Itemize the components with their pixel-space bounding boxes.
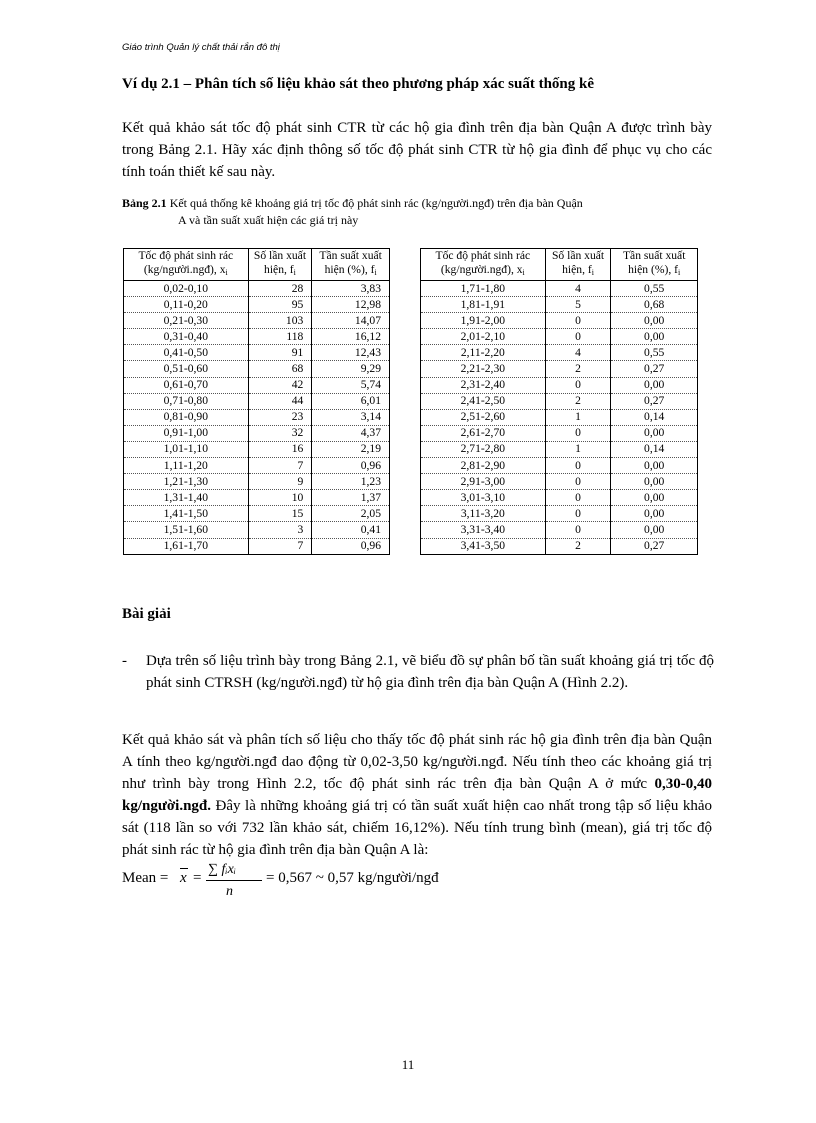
cell-count: 1: [545, 441, 611, 457]
cell-frequency: 0,55: [611, 345, 698, 361]
cell-frequency: 0,00: [611, 458, 698, 474]
bullet-text: Dựa trên số liệu trình bày trong Bảng 2.1, vẽ biểu đồ sự phân bố tần suất khoảng giá trị tốc độ phát sinh CTRSH (kg/người.ngđ) từ hộ gia đình trên địa bàn Quận A (Hình 2.2).: [146, 653, 714, 691]
table-row: [124, 425, 390, 441]
intro-paragraph: Kết quả khảo sát tốc độ phát sinh CTR từ các hộ gia đình trên địa bàn Quận A được trình bày trong Bảng 2.1. Hãy xác định thông số tốc độ phát sinh CTR từ hộ gia đình để phục vụ cho các tính toán thiết kế sau này.: [122, 120, 712, 180]
formula-label: Mean =: [122, 870, 169, 886]
cell-frequency: 0,41: [312, 522, 390, 538]
conclusion-text-1: Kết quả khảo sát và phân tích số liệu cho thấy tốc độ phát sinh rác hộ gia đình trên địa bàn Quận A tính theo kg/người.ngđ dao động từ 0,02-3,50 kg/người.ngđ. Nếu tính theo các khoảng giá trị như trình bày trong Hình 2.2, tốc độ phát sinh rác trên địa bàn Quận A ở mức: [122, 732, 712, 792]
cell-frequency: 0,00: [611, 313, 698, 329]
cell-range: 0,31-0,40: [124, 329, 249, 345]
cell-range: 1,01-1,10: [124, 441, 249, 457]
cell-count: 42: [248, 377, 312, 393]
table-row: [124, 506, 390, 522]
cell-range: 0,61-0,70: [124, 377, 249, 393]
table-row: [124, 458, 390, 474]
cell-frequency: 5,74: [312, 377, 390, 393]
cell-frequency: 0,27: [611, 538, 698, 554]
table-row: [421, 281, 698, 297]
header-count-line2: hiện, f: [264, 263, 294, 276]
header-rate-line1: Tốc độ phát sinh rác: [435, 249, 531, 262]
solution-title: Bài giải: [122, 606, 171, 622]
table-row: [124, 538, 390, 554]
cell-range: 0,11-0,20: [124, 297, 249, 313]
header-count-sub: i: [293, 268, 296, 277]
cell-frequency: 4,37: [312, 425, 390, 441]
cell-frequency: 0,27: [611, 361, 698, 377]
cell-frequency: 2,19: [312, 441, 390, 457]
bullet-dash: -: [122, 653, 127, 669]
cell-count: 4: [545, 281, 611, 297]
cell-frequency: 0,00: [611, 377, 698, 393]
cell-count: 4: [545, 345, 611, 361]
table-caption: [122, 195, 714, 229]
cell-frequency: 6,01: [312, 393, 390, 409]
cell-frequency: 0,00: [611, 329, 698, 345]
cell-frequency: 0,96: [312, 538, 390, 554]
cell-range: 1,51-1,60: [124, 522, 249, 538]
header-count-line1: Số lần xuất: [551, 249, 605, 262]
cell-count: 7: [248, 538, 312, 554]
cell-count: 16: [248, 441, 312, 457]
cell-range: 0,21-0,30: [124, 313, 249, 329]
cell-range: 0,81-0,90: [124, 409, 249, 425]
header-frequency: [611, 249, 698, 281]
table-row: [421, 361, 698, 377]
cell-frequency: 0,55: [611, 281, 698, 297]
cell-range: 0,02-0,10: [124, 281, 249, 297]
header-rate-line2: (kg/người.ngđ), x: [143, 263, 226, 276]
cell-frequency: 14,07: [312, 313, 390, 329]
cell-range: 1,61-1,70: [124, 538, 249, 554]
cell-frequency: 16,12: [312, 329, 390, 345]
cell-count: 91: [248, 345, 312, 361]
cell-range: 1,11-1,20: [124, 458, 249, 474]
table-row: [124, 281, 390, 297]
frequency-table-left: [123, 248, 390, 555]
cell-frequency: 0,00: [611, 522, 698, 538]
table-caption-line2: A và tần suất xuất hiện các giá trị này: [178, 213, 359, 227]
cell-frequency: 0,14: [611, 409, 698, 425]
cell-count: 0: [545, 522, 611, 538]
cell-count: 1: [545, 409, 611, 425]
table-row: [421, 458, 698, 474]
bullet-item: [122, 650, 714, 694]
cell-range: 2,81-2,90: [421, 458, 546, 474]
table-row: [421, 377, 698, 393]
cell-range: 2,51-2,60: [421, 409, 546, 425]
cell-range: 1,91-2,00: [421, 313, 546, 329]
table-row: [124, 409, 390, 425]
table-row: [421, 538, 698, 554]
cell-count: 118: [248, 329, 312, 345]
header-rate-sub: i: [225, 268, 228, 277]
conclusion-text-2: Đây là những khoảng giá trị có tần suất xuất hiện cao nhất trong tập số liệu khảo sát (118 lần so với 732 lần khảo sát, chiếm 16,12%). Nếu tính trung bình (mean), giá trị tốc độ phát sinh rác từ hộ gia đình trên địa bàn Quận A là:: [122, 798, 712, 858]
header-count-line1: Số lần xuất: [253, 249, 307, 262]
cell-count: 0: [545, 506, 611, 522]
cell-count: 68: [248, 361, 312, 377]
table-header-row: [421, 249, 698, 281]
table-row: [421, 474, 698, 490]
cell-range: 2,11-2,20: [421, 345, 546, 361]
cell-range: 3,31-3,40: [421, 522, 546, 538]
running-header: Giáo trình Quản lý chất thải rắn đô thị: [122, 42, 280, 53]
mean-formula: [122, 862, 542, 912]
cell-frequency: 1,37: [312, 490, 390, 506]
table-row: [421, 329, 698, 345]
cell-range: 2,71-2,80: [421, 441, 546, 457]
cell-frequency: 9,29: [312, 361, 390, 377]
table-row: [124, 474, 390, 490]
cell-frequency: 12,43: [312, 345, 390, 361]
cell-frequency: 3,14: [312, 409, 390, 425]
cell-range: 1,21-1,30: [124, 474, 249, 490]
cell-count: 0: [545, 377, 611, 393]
header-rate-line1: Tốc độ phát sinh rác: [138, 249, 234, 262]
cell-range: 2,01-2,10: [421, 329, 546, 345]
header-frequency-sub: i: [374, 268, 377, 277]
cell-range: 1,71-1,80: [421, 281, 546, 297]
cell-count: 2: [545, 393, 611, 409]
header-count: [248, 249, 312, 281]
table-row: [124, 441, 390, 457]
cell-range: 0,71-0,80: [124, 393, 249, 409]
cell-frequency: 3,83: [312, 281, 390, 297]
header-frequency-line2: hiện (%), f: [324, 263, 375, 276]
header-frequency-line2: hiện (%), f: [628, 263, 679, 276]
cell-frequency: 0,96: [312, 458, 390, 474]
formula-result: = 0,567 ~ 0,57 kg/người/ngđ: [266, 870, 439, 886]
table-row: [421, 522, 698, 538]
formula-equals: =: [193, 870, 202, 886]
table-row: [124, 329, 390, 345]
header-rate: [421, 249, 546, 281]
cell-count: 0: [545, 458, 611, 474]
cell-range: 0,91-1,00: [124, 425, 249, 441]
cell-count: 32: [248, 425, 312, 441]
cell-count: 9: [248, 474, 312, 490]
cell-count: 7: [248, 458, 312, 474]
cell-range: 3,41-3,50: [421, 538, 546, 554]
cell-count: 2: [545, 538, 611, 554]
cell-count: 95: [248, 297, 312, 313]
cell-count: 0: [545, 490, 611, 506]
cell-count: 44: [248, 393, 312, 409]
cell-count: 10: [248, 490, 312, 506]
cell-range: 1,41-1,50: [124, 506, 249, 522]
xbar-overline: [180, 868, 188, 869]
formula-denominator: n: [226, 884, 233, 899]
cell-frequency: 0,00: [611, 490, 698, 506]
cell-count: 3: [248, 522, 312, 538]
cell-count: 0: [545, 474, 611, 490]
header-rate: [124, 249, 249, 281]
table-row: [421, 297, 698, 313]
header-count-line2: hiện, f: [562, 263, 592, 276]
cell-range: 2,61-2,70: [421, 425, 546, 441]
cell-count: 103: [248, 313, 312, 329]
table-row: [124, 361, 390, 377]
cell-count: 15: [248, 506, 312, 522]
cell-frequency: 2,05: [312, 506, 390, 522]
table-row: [124, 490, 390, 506]
table-caption-label: Bảng 2.1: [122, 196, 167, 210]
table-row: [124, 377, 390, 393]
cell-count: 0: [545, 329, 611, 345]
table-row: [124, 522, 390, 538]
cell-count: 0: [545, 425, 611, 441]
header-frequency-sub: i: [678, 268, 681, 277]
formula-xbar: x: [180, 870, 187, 886]
table-row: [421, 490, 698, 506]
cell-range: 2,31-2,40: [421, 377, 546, 393]
header-rate-sub: i: [522, 268, 525, 277]
cell-frequency: 0,14: [611, 441, 698, 457]
cell-count: 23: [248, 409, 312, 425]
table-row: [124, 345, 390, 361]
cell-frequency: 0,27: [611, 393, 698, 409]
cell-range: 2,21-2,30: [421, 361, 546, 377]
cell-range: 2,41-2,50: [421, 393, 546, 409]
cell-frequency: 12,98: [312, 297, 390, 313]
cell-frequency: 1,23: [312, 474, 390, 490]
cell-range: 3,01-3,10: [421, 490, 546, 506]
header-count-sub: i: [591, 268, 594, 277]
fraction-bar: [206, 880, 262, 881]
cell-count: 5: [545, 297, 611, 313]
header-frequency-line1: Tần suất xuất: [622, 249, 686, 262]
cell-range: 2,91-3,00: [421, 474, 546, 490]
example-heading: Ví dụ 2.1 – Phân tích số liệu khảo sát theo phương pháp xác suất thống kê: [122, 76, 595, 92]
cell-count: 0: [545, 313, 611, 329]
conclusion-bold: 0,30-0,40 kg/người.ngđ.: [122, 776, 712, 814]
cell-count: 2: [545, 361, 611, 377]
table-row: [421, 393, 698, 409]
page-number: 11: [401, 1057, 415, 1072]
table-caption-line1: Kết quả thống kê khoảng giá trị tốc độ phát sinh rác (kg/người.ngđ) trên địa bàn Quận: [169, 196, 583, 210]
cell-range: 3,11-3,20: [421, 506, 546, 522]
header-rate-line2: (kg/người.ngđ), x: [440, 263, 523, 276]
cell-frequency: 0,00: [611, 506, 698, 522]
cell-frequency: 0,68: [611, 297, 698, 313]
cell-frequency: 0,00: [611, 425, 698, 441]
table-row: [421, 425, 698, 441]
cell-frequency: 0,00: [611, 474, 698, 490]
formula-numerator: ∑ fᵢxᵢ: [208, 862, 237, 877]
header-count: [545, 249, 611, 281]
cell-range: 1,81-1,91: [421, 297, 546, 313]
cell-range: 1,31-1,40: [124, 490, 249, 506]
frequency-table-right: [420, 248, 698, 555]
table-row: [421, 345, 698, 361]
table-row: [124, 297, 390, 313]
table-row: [124, 313, 390, 329]
table-header-row: [124, 249, 390, 281]
table-row: [421, 409, 698, 425]
table-row: [421, 441, 698, 457]
table-row: [421, 313, 698, 329]
table-row: [421, 506, 698, 522]
cell-range: 0,51-0,60: [124, 361, 249, 377]
cell-range: 0,41-0,50: [124, 345, 249, 361]
header-frequency: [312, 249, 390, 281]
conclusion-paragraph: [122, 729, 712, 861]
header-frequency-line1: Tần suất xuất: [319, 249, 382, 262]
cell-count: 28: [248, 281, 312, 297]
table-row: [124, 393, 390, 409]
